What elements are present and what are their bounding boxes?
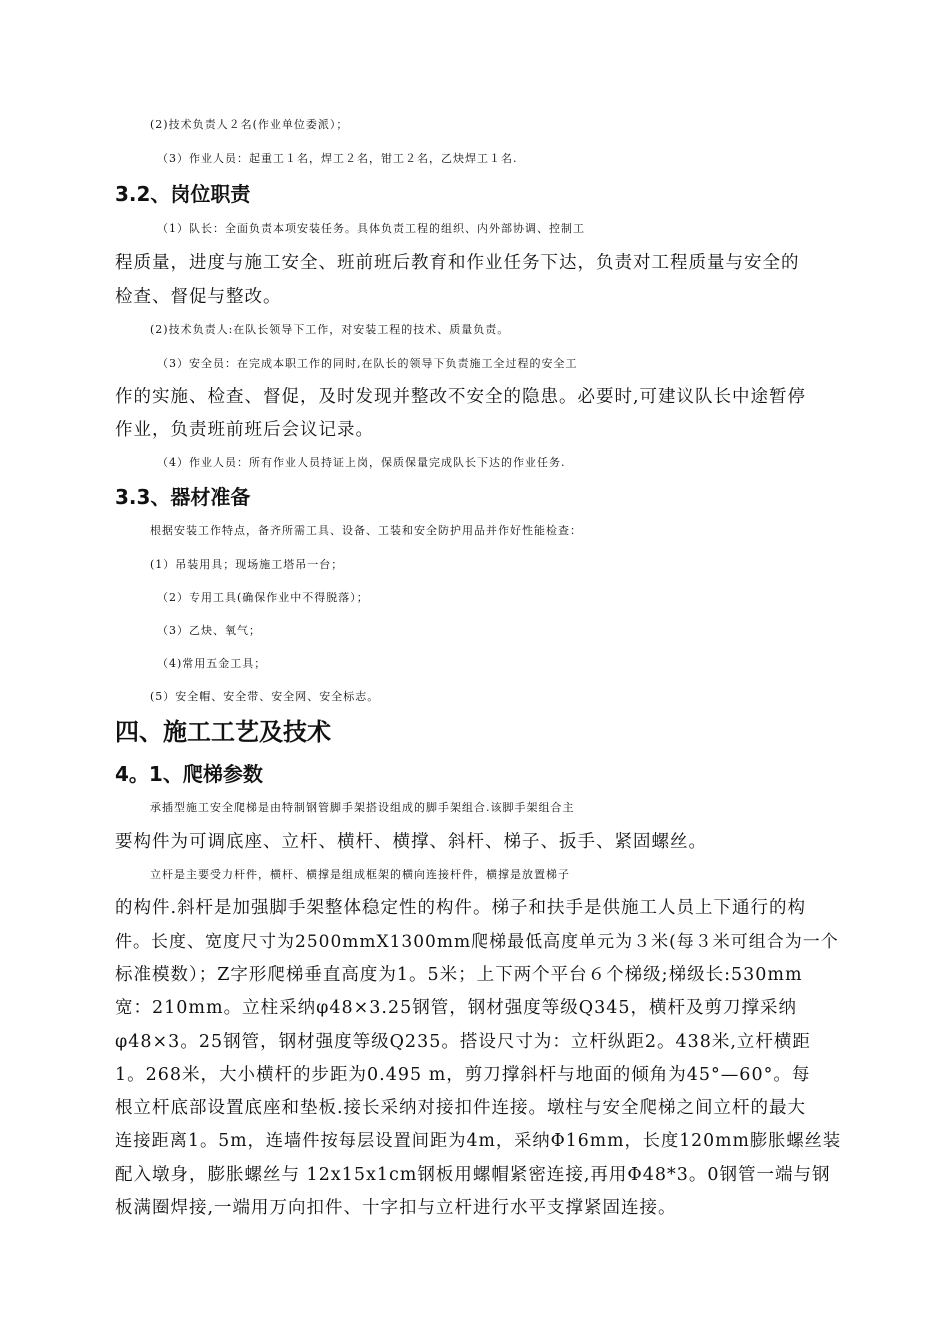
ladder-spec-line-4: 标准模数）；Z字形爬梯垂直高度为1。5米；上下两个平台６个梯级;梯级长:530mm — [115, 965, 803, 985]
ladder-spec-line-6: φ48×3。25钢管，钢材强度等级Q235。搭设尺寸为：立杆纵距2。438米,立杆横距 — [115, 1032, 811, 1052]
ladder-spec-line-11: 板满圈焊接,一端用万向扣件、十字扣与立杆进行水平支撑紧固连接。 — [115, 1198, 677, 1218]
ladder-spec-line-3: 件。长度、宽度尺寸为2500mmX1300mm爬梯最低高度单元为３米(每３米可组合为一个 — [115, 932, 839, 952]
equipment-item-4: （4)常用五金工具； — [157, 657, 267, 670]
duty-captain-line-3: 检查、督促与整改。 — [115, 287, 282, 307]
section-3-2-heading: 3.2、岗位职责 — [115, 182, 251, 206]
ladder-spec-line-9: 连接距离1。5m，连墙件按每层设置间距为4m，采纳Φ16mm，长度120mm膨胀螺丝装 — [115, 1131, 842, 1151]
ladder-intro-line-1: 承插型施工安全爬梯是由特制钢管脚手架搭设组成的脚手架组合.该脚手架组合主 — [150, 801, 575, 814]
equipment-item-5: (5）安全帽、安全带、安全网、安全标志。 — [150, 690, 380, 703]
ladder-spec-line-7: 1。268米，大小横杆的步距为0.495 m，剪刀撑斜杆与地面的倾角为45°—60°。每 — [115, 1065, 811, 1085]
team-item-workers: （3）作业人员：起重工１名，焊工２名，钳工２名，乙炔焊工１名. — [157, 152, 518, 165]
equipment-item-3: （3）乙炔、氧气； — [157, 624, 261, 637]
ladder-spec-line-1: 立杆是主要受力杆件，横杆、横撑是组成框架的横向连接杆件，横撑是放置梯子 — [150, 868, 570, 881]
duty-safety-officer-line-3: 作业，负责班前班后会议记录。 — [115, 420, 374, 440]
equipment-item-1: (1）吊装用具；现场施工塔吊一台； — [150, 558, 344, 571]
duty-technical-lead: (2)技术负责人:在队长领导下工作，对安装工程的技术、质量负责。 — [150, 323, 510, 336]
ladder-intro-line-2: 要构件为可调底座、立杆、横杆、横撑、斜杆、梯子、扳手、紧固螺丝。 — [115, 832, 707, 852]
team-item-technical-lead: (2)技术负责人２名(作业单位委派）； — [150, 118, 349, 131]
equipment-intro: 根据安装工作特点，备齐所需工具、设备、工装和安全防护用品并作好性能检查： — [150, 524, 582, 537]
section-3-3-heading: 3.3、器材准备 — [115, 485, 251, 509]
duty-captain-line-2: 程质量，进度与施工安全、班前班后教育和作业任务下达，负责对工程质量与安全的 — [115, 253, 800, 273]
duty-workers: （4）作业人员：所有作业人员持证上岗，保质保量完成队长下达的作业任务. — [157, 456, 566, 469]
ladder-spec-line-5: 宽：210mm。立柱采纳φ48×3.25钢管，钢材强度等级Q345，横杆及剪刀撑采纳 — [115, 998, 797, 1018]
ladder-spec-line-8: 根立杆底部设置底座和垫板.接长采纳对接扣件连接。墩柱与安全爬梯之间立杆的最大 — [115, 1098, 807, 1118]
ladder-spec-line-2: 的构件.斜杆是加强脚手架整体稳定性的构件。梯子和扶手是供施工人员上下通行的构 — [115, 898, 807, 918]
section-4-1-heading: 4。1、爬梯参数 — [115, 762, 263, 786]
ladder-spec-line-10: 配入墩身，膨胀螺丝与 12x15x1cm钢板用螺帽紧密连接,再用Φ48*3。0钢管一端与钢 — [115, 1165, 831, 1185]
chapter-4-heading: 四、施工工艺及技术 — [115, 718, 331, 746]
duty-safety-officer-line-2: 作的实施、检查、督促，及时发现并整改不安全的隐患。必要时,可建议队长中途暂停 — [115, 387, 807, 407]
duty-captain-line-1: （1）队长：全面负责本项安装任务。具体负责工程的组织、内外部协调、控制工 — [157, 222, 585, 235]
duty-safety-officer-line-1: （3）安全员：在完成本职工作的同时,在队长的领导下负责施工全过程的安全工 — [157, 357, 578, 370]
equipment-item-2: （2）专用工具(确保作业中不得脱落）； — [157, 591, 369, 604]
